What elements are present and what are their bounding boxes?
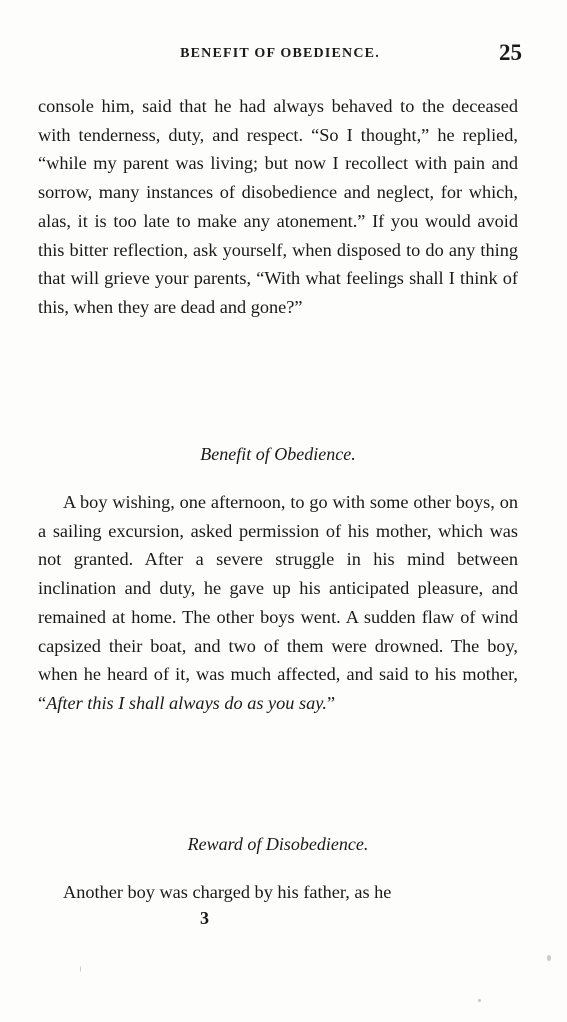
paragraph-reward-story: Another boy was charged by his father, as he (63, 882, 392, 902)
section-heading-benefit: Benefit of Obedience. (200, 444, 356, 464)
page-number: 25 (499, 40, 522, 65)
signature-mark: 3 (200, 908, 209, 928)
closing-quote: ” (326, 692, 336, 713)
paper-speck (478, 999, 481, 1002)
quoted-reply: After this I shall always do as you say. (46, 692, 327, 713)
paragraph-benefit-story (38, 488, 518, 718)
paper-speck (547, 955, 551, 961)
running-head (38, 40, 522, 68)
paper-speck (80, 966, 81, 972)
paragraph-continuation: console him, said that he had always behaved to the deceased with tenderness, duty, and respect. “So I thought,” he replied, “while my parent was living; but now I recollect with pain and sorrow, many instances of disobedience and neglect, for which, alas, it is too late to make any atonement.” If you would avoid this bitter reflection, ask yourself, when disposed to do any thing that will grieve your parents, “With what feelings shall I think of this, when they are dead and gone?” (38, 96, 518, 317)
running-title: BENEFIT OF OBEDIENCE. (180, 46, 380, 61)
section-heading-reward: Reward of Disobedience. (187, 834, 369, 854)
paragraph-text: A boy wishing, one afternoon, to go with some other boys, on a sailing excursion, asked permission of his mother, which was not granted. After a severe struggle in his mind between inclination and duty, he gave up his anticipated pleasure, and remained at home. The other boys went. A sudden flaw of wind capsized their boat, and two of them were drowned. The boy, when he heard of it, was much affected, and said to his mother, “ (38, 492, 518, 713)
